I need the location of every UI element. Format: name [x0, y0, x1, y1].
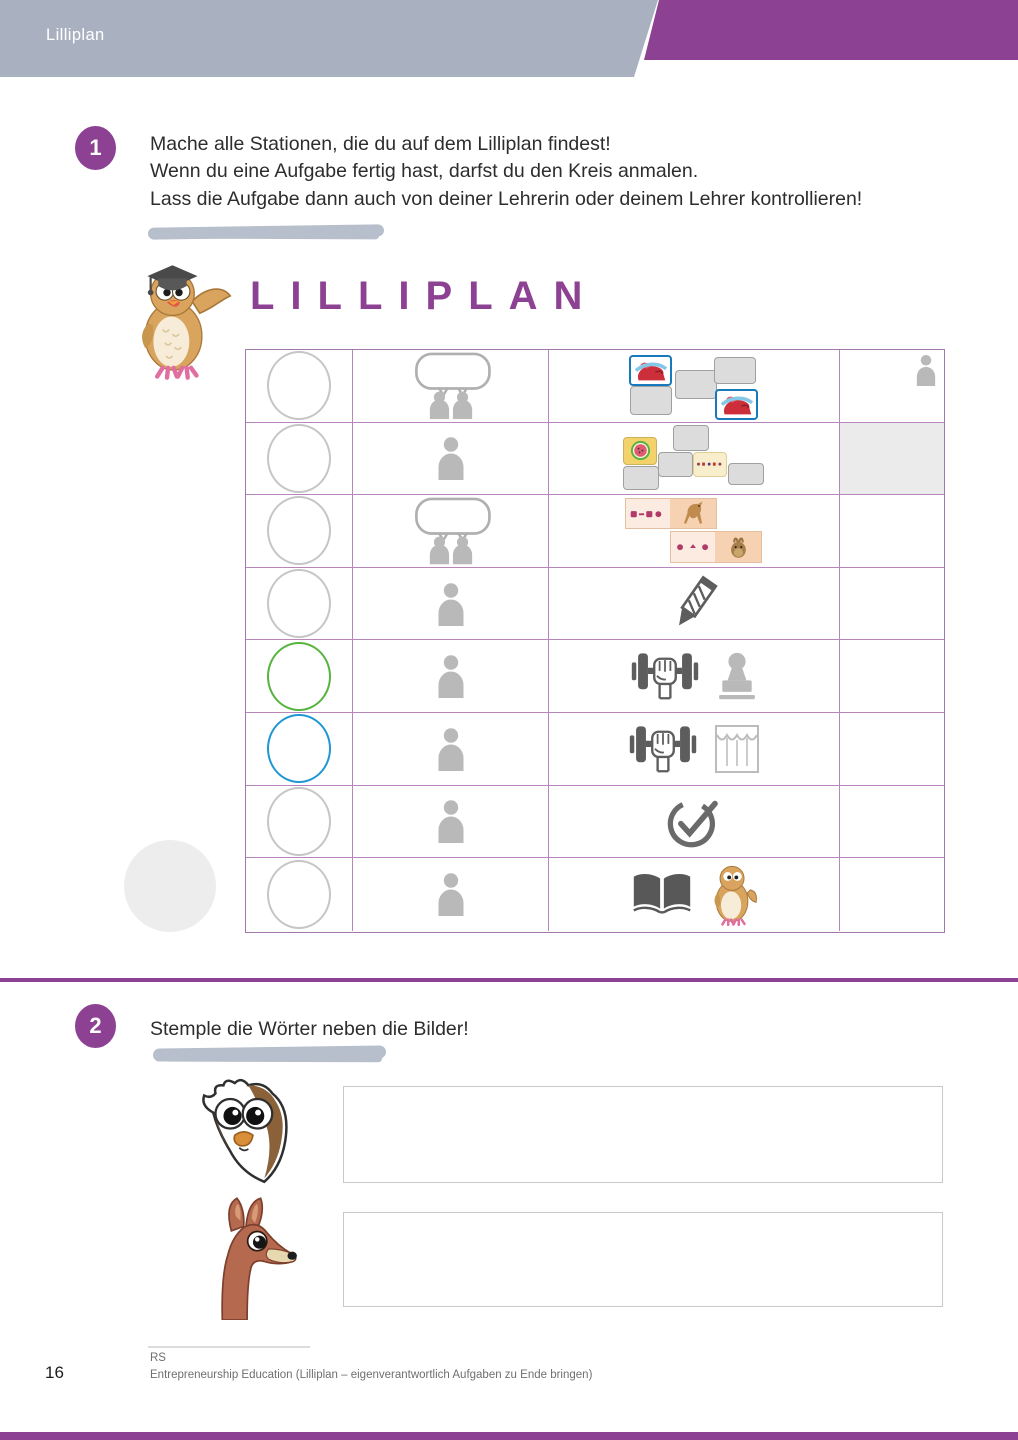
- single-person-icon: [436, 436, 466, 480]
- section-divider: [0, 978, 1018, 982]
- memory-card-back: [714, 357, 756, 384]
- progress-circle-blue[interactable]: [267, 714, 331, 783]
- page-number: 16: [45, 1363, 64, 1382]
- task2-number: 2: [89, 1013, 102, 1038]
- table-cell-circle: [246, 640, 353, 713]
- footer-credit: Entrepreneurship Education (Lilliplan – eigenverantwortlich Aufgaben zu Ende bringen): [150, 1369, 593, 1381]
- picture-card-symbols: [693, 452, 727, 477]
- lilliplan-table: [245, 349, 945, 933]
- table-cell-note: [840, 495, 944, 568]
- picture-card-watermelon: [623, 437, 657, 465]
- table-cell-task: [549, 858, 840, 931]
- table-cell-circle: [246, 713, 353, 786]
- picture-cards-icon: [549, 423, 839, 495]
- task1-line1: Mache alle Stationen, die du auf dem Lilliplan findest!: [150, 133, 611, 155]
- deer-head-picture: [202, 1196, 308, 1320]
- task1-number-badge: [75, 126, 116, 170]
- table-cell-participants: [353, 713, 549, 786]
- task2-number-badge: [75, 1004, 116, 1048]
- owl-icon: [709, 863, 757, 926]
- task1-line3: Lass die Aufgabe dann auch von deiner Lehrerin oder deinem Lehrer kontrollieren!: [150, 187, 863, 210]
- table-cell-circle: [246, 423, 353, 496]
- footer-divider-line: [148, 1346, 310, 1348]
- progress-circle-gray[interactable]: [267, 351, 331, 420]
- table-cell-circle: [246, 858, 353, 931]
- memory-card-back: [675, 370, 717, 399]
- partner-work-icon: [401, 497, 501, 564]
- single-person-icon: [436, 727, 466, 771]
- table-cell-participants: [353, 350, 549, 423]
- table-cell-circle: [246, 568, 353, 641]
- exercise-icon: [630, 648, 700, 704]
- progress-circle-gray[interactable]: [267, 424, 331, 493]
- picture-card-back: [673, 425, 709, 451]
- stamp-answer-box-1[interactable]: [343, 1086, 943, 1183]
- owl-head-picture: [186, 1076, 304, 1190]
- pencil-icon: [665, 575, 723, 633]
- picture-card-back: [623, 466, 659, 490]
- table-cell-note: [840, 786, 944, 859]
- table-cell-participants: [353, 640, 549, 713]
- domino-card: [625, 498, 717, 529]
- teacher-person-icon: [915, 354, 937, 386]
- lilliplan-logo-title: LILLIPLAN: [250, 274, 599, 318]
- table-cell-task: [549, 495, 840, 568]
- task1-number: 1: [89, 135, 102, 160]
- domino-card: [670, 531, 762, 563]
- table-cell-task: [549, 350, 840, 423]
- memory-card-rooster: [629, 355, 672, 386]
- memory-game-icon: [549, 350, 839, 422]
- table-cell-note: [840, 568, 944, 641]
- task2-instruction: Stemple die Wörter neben die Bilder!: [150, 1018, 469, 1040]
- card-box-icon: [714, 724, 760, 774]
- progress-circle-gray[interactable]: [267, 569, 331, 638]
- table-cell-note: [840, 423, 944, 496]
- progress-circle-green[interactable]: [267, 642, 331, 711]
- highlighter-smudge: [148, 224, 384, 239]
- table-cell-circle: [246, 495, 353, 568]
- partner-work-icon: [401, 352, 501, 419]
- progress-circle-gray[interactable]: [267, 496, 331, 565]
- single-person-icon: [436, 799, 466, 843]
- exercise-icon: [628, 721, 698, 777]
- footer-accent-bar: [0, 1432, 1018, 1440]
- footer-initials: RS: [150, 1352, 166, 1364]
- domino-cards-icon: [549, 495, 839, 567]
- table-cell-note: [840, 350, 944, 423]
- picture-card-back: [658, 452, 693, 477]
- stamp-icon: [716, 652, 758, 700]
- table-cell-task: [549, 568, 840, 641]
- progress-circle-gray[interactable]: [267, 787, 331, 856]
- task1-line2: Wenn du eine Aufgabe fertig hast, darfst du den Kreis anmalen.: [150, 160, 699, 183]
- memory-card-back: [630, 386, 672, 415]
- decorative-gray-circle: [124, 840, 216, 932]
- single-person-icon: [436, 872, 466, 916]
- check-icon: [666, 794, 722, 848]
- table-cell-task: [549, 423, 840, 496]
- table-cell-participants: [353, 568, 549, 641]
- single-person-icon: [436, 654, 466, 698]
- owl-mascot-graduate: [124, 262, 234, 382]
- table-cell-note: [840, 858, 944, 931]
- table-cell-circle: [246, 350, 353, 423]
- page-header-title: Lilliplan: [46, 26, 105, 44]
- stamp-answer-box-2[interactable]: [343, 1212, 943, 1307]
- single-person-icon: [436, 582, 466, 626]
- table-cell-task: [549, 786, 840, 859]
- progress-circle-gray[interactable]: [267, 860, 331, 929]
- table-cell-note: [840, 713, 944, 786]
- table-cell-task: [549, 713, 840, 786]
- table-cell-note: [840, 640, 944, 713]
- table-cell-participants: [353, 495, 549, 568]
- memory-card-rooster: [715, 389, 758, 420]
- table-cell-participants: [353, 423, 549, 496]
- task1-instructions: [150, 131, 862, 213]
- table-cell-participants: [353, 858, 549, 931]
- table-cell-circle: [246, 786, 353, 859]
- book-icon: [631, 871, 693, 918]
- picture-card-back: [728, 463, 764, 485]
- table-cell-participants: [353, 786, 549, 859]
- table-cell-task: [549, 640, 840, 713]
- highlighter-smudge: [153, 1045, 386, 1061]
